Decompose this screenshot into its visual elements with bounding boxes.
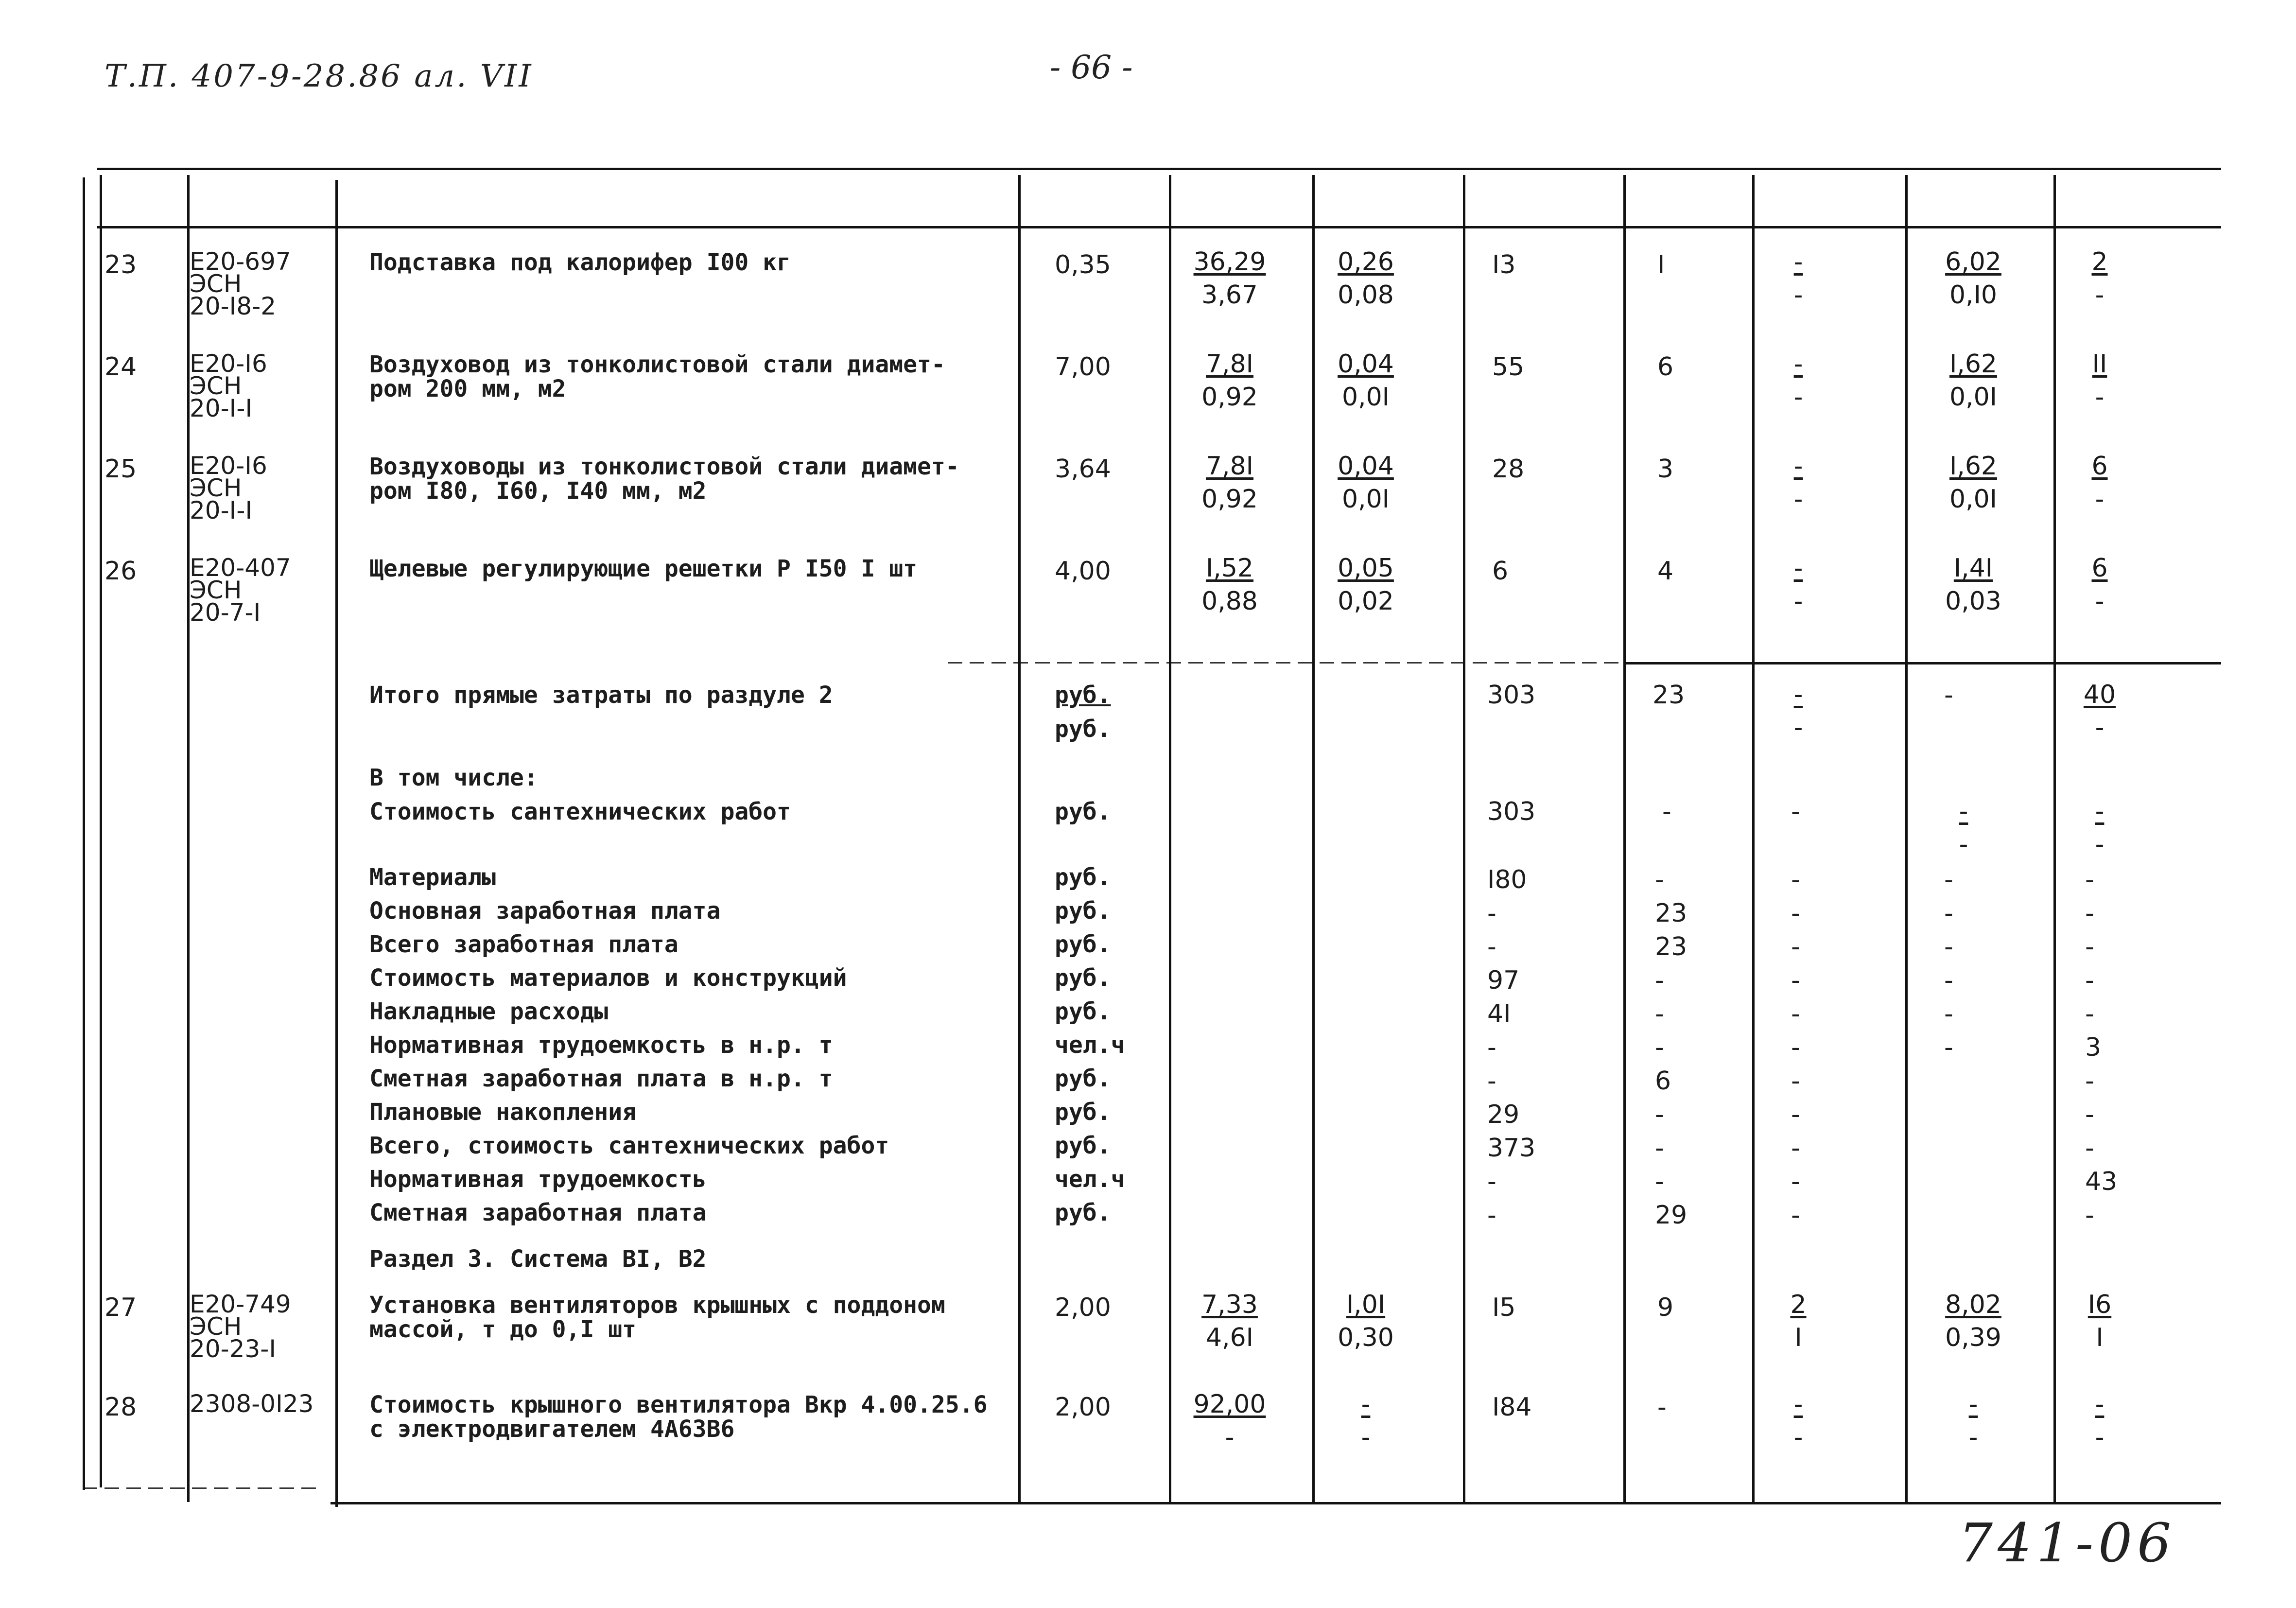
breakdown-label: Нормативная трудоемкость в н.р. т [369, 1031, 833, 1059]
sanitary-works-wage: - [1662, 797, 1671, 826]
row-number: 23 [104, 250, 137, 280]
breakdown-labor: - [2085, 865, 2094, 894]
breakdown-machine: - [1791, 899, 1800, 928]
row-machine-cost-numerator: - [1793, 247, 1803, 277]
sanitary-works-cost: 303 [1487, 797, 1536, 826]
row-labor-unit-numerator: - [1968, 1390, 1978, 1419]
header-bottom-rule [97, 226, 2221, 228]
row-machine-cost [1769, 1388, 1827, 1454]
row-machine-cost-numerator: - [1793, 1390, 1803, 1419]
row-labor-unit [1925, 1288, 2022, 1354]
row-wage-cost-denominator: 0,08 [1338, 280, 1394, 310]
sanitary-works-labor [2070, 795, 2129, 861]
breakdown-labor: 3 [2085, 1033, 2102, 1062]
breakdown-label: Сметная заработная плата [369, 1199, 707, 1226]
row-labor-unit-denominator: - [1968, 1423, 1978, 1452]
breakdown-labor: - [2085, 999, 2094, 1029]
row-wage-cost-denominator: 0,0I [1341, 485, 1390, 514]
totals-machine-denominator: - [1793, 713, 1803, 742]
row-machine-cost-denominator: - [1793, 280, 1803, 310]
breakdown-unit: руб. [1055, 864, 1111, 891]
breakdown-wage: - [1655, 1134, 1664, 1163]
column-divider-9 [1752, 175, 1755, 1502]
row-labor-unit [1925, 1388, 2022, 1454]
row-labor-total-numerator: II [2092, 350, 2107, 379]
row-wage-cost [1317, 552, 1414, 618]
sanitary-works-labor-denominator: - [2095, 830, 2105, 859]
row-code: Е20-I6 ЭСН 20-I-I [190, 452, 267, 524]
row-wage-cost-numerator: 0,04 [1338, 350, 1394, 379]
breakdown-label: Сметная заработная плата в н.р. т [369, 1065, 833, 1092]
breakdown-cost: - [1487, 899, 1496, 928]
column-divider-11 [2053, 175, 2056, 1502]
row-number: 27 [104, 1293, 137, 1322]
totals-unit-bottom: руб. [1055, 716, 1111, 743]
column-divider-3 [335, 180, 338, 1507]
row-labor-total-denominator: - [2095, 587, 2105, 616]
row-labor-total [2066, 450, 2134, 516]
breakdown-cost: I80 [1487, 865, 1527, 894]
column-divider-4 [1018, 175, 1021, 1502]
row-unit-cost-numerator: 36,29 [1193, 247, 1266, 277]
row-unit-cost [1181, 1388, 1278, 1454]
breakdown-unit: руб. [1055, 897, 1111, 925]
row-labor-unit [1925, 348, 2022, 414]
breakdown-wage: 23 [1655, 932, 1687, 961]
row-unit-cost-numerator: 7,33 [1201, 1290, 1258, 1319]
row-description: Воздуховоды из тонколистовой стали диамет- ром I80, I60, I40 мм, м2 [369, 453, 959, 505]
breakdown-cost: 29 [1487, 1100, 1520, 1129]
row-unit-cost-denominator: - [1225, 1423, 1235, 1452]
row-wage-total: - [1657, 1393, 1667, 1422]
row-wage-cost-numerator: 0,04 [1338, 452, 1394, 481]
breakdown-machine: - [1791, 1134, 1800, 1163]
breakdown-label: Плановые накопления [369, 1099, 637, 1126]
row-unit-cost [1181, 245, 1278, 312]
row-unit-cost [1181, 1288, 1278, 1354]
archive-stamp: 741-06 [1959, 1512, 2176, 1574]
breakdown-unit: руб. [1055, 931, 1111, 958]
breakdown-label: Всего заработная плата [369, 931, 678, 958]
row-labor-unit-denominator: 0,I0 [1949, 280, 1998, 310]
row-labor-total [2066, 245, 2134, 312]
row-labor-total-denominator: I [2096, 1323, 2104, 1352]
row-labor-total-numerator: - [2095, 1390, 2105, 1419]
row-labor-total-numerator: 6 [2091, 554, 2108, 583]
row-labor-unit-numerator: 8,02 [1945, 1290, 2001, 1319]
row-labor-total-denominator: - [2095, 383, 2105, 412]
left-border [83, 177, 85, 1490]
section-3-title: Раздел 3. Система BI, B2 [369, 1245, 707, 1273]
row-labor-total [2066, 1288, 2134, 1354]
breakdown-label: Накладные расходы [369, 998, 609, 1025]
row-machine-cost-denominator: - [1793, 1423, 1803, 1452]
row-quantity: 3,64 [1055, 454, 1111, 484]
sanitary-works-machine: - [1791, 797, 1800, 826]
totals-wage: 23 [1652, 681, 1685, 710]
row-labor-total-numerator: 2 [2091, 247, 2108, 277]
row-code: 2308-0I23 [190, 1390, 314, 1418]
row-labor-total-numerator: I6 [2087, 1290, 2112, 1319]
breakdown-cost: 4I [1487, 999, 1511, 1029]
sanitary-works-labor-unit-denominator: - [1959, 830, 1968, 859]
breakdown-cost: - [1487, 1167, 1496, 1196]
row-machine-cost [1769, 552, 1827, 618]
row-unit-cost-numerator: 7,8I [1205, 452, 1254, 481]
row-description: Воздуховод из тонколистовой стали диамет- ром 200 мм, м2 [369, 351, 945, 402]
breakdown-labor-unit: - [1944, 899, 1953, 928]
row-quantity: 4,00 [1055, 557, 1111, 586]
sanitary-works-labor-unit-numerator: - [1959, 797, 1968, 826]
breakdown-wage: - [1655, 999, 1664, 1029]
row-wage-cost [1317, 245, 1414, 312]
sanitary-works-labor-unit [1934, 795, 1993, 861]
breakdown-wage: - [1655, 1033, 1664, 1062]
row-wage-total: 6 [1657, 352, 1674, 382]
column-divider-6 [1312, 175, 1315, 1502]
row-machine-cost [1769, 1288, 1827, 1354]
row-number: 25 [104, 454, 137, 484]
row-description: Стоимость крышного вентилятора Вкр 4.00.25.6 с электродвигателем 4А63В6 [369, 1391, 988, 1443]
row-machine-cost [1769, 450, 1827, 516]
row-labor-unit [1925, 450, 2022, 516]
breakdown-wage: - [1655, 1100, 1664, 1129]
totals-cost: 303 [1487, 681, 1536, 710]
row-labor-unit-numerator: 6,02 [1945, 247, 2001, 277]
row-description: Установка вентиляторов крышных с поддоном массой, т до 0,I шт [369, 1292, 945, 1343]
breakdown-label: Стоимость материалов и конструкций [369, 964, 847, 992]
row-labor-total-denominator: - [2095, 280, 2105, 310]
column-divider-10 [1905, 175, 1908, 1502]
breakdown-machine: - [1791, 999, 1800, 1029]
row-code: Е20-I6 ЭСН 20-I-I [190, 350, 267, 422]
row-total-cost: 6 [1492, 557, 1509, 586]
breakdown-label: Всего, стоимость сантехнических работ [369, 1132, 889, 1159]
breakdown-wage: - [1655, 865, 1664, 894]
row-total-cost: I84 [1492, 1393, 1532, 1422]
row-quantity: 2,00 [1055, 1293, 1111, 1322]
row-wage-cost [1317, 450, 1414, 516]
row-wage-cost-denominator: 0,02 [1338, 587, 1394, 616]
breakdown-wage: 6 [1655, 1066, 1671, 1096]
totals-unit-top: руб. [1055, 682, 1111, 709]
breakdown-cost: 373 [1487, 1134, 1536, 1163]
breakdown-labor: - [2085, 1134, 2094, 1163]
breakdown-cost: 97 [1487, 966, 1520, 995]
row-wage-total: 4 [1657, 557, 1674, 586]
row-number: 26 [104, 557, 137, 586]
breakdown-unit: руб. [1055, 1199, 1111, 1226]
breakdown-label: Материалы [369, 864, 496, 891]
row-labor-unit-numerator: I,62 [1949, 452, 1998, 481]
row-wage-cost-denominator: 0,30 [1338, 1323, 1394, 1352]
breakdown-labor-unit: - [1944, 865, 1953, 894]
breakdown-wage: - [1655, 966, 1664, 995]
row-wage-cost-denominator: - [1361, 1423, 1371, 1452]
breakdown-labor: 43 [2085, 1167, 2118, 1196]
row-labor-unit-denominator: 0,39 [1945, 1323, 2001, 1352]
row-unit-cost-denominator: 0,92 [1201, 383, 1258, 412]
row-unit-cost-numerator: 7,8I [1205, 350, 1254, 379]
row-unit-cost-numerator: 92,00 [1193, 1390, 1266, 1419]
breakdown-machine: - [1791, 1066, 1800, 1096]
column-divider-7 [1463, 175, 1465, 1502]
row-description: Подставка под калорифер I00 кг [369, 249, 791, 276]
row-quantity: 7,00 [1055, 352, 1111, 382]
row-machine-cost-numerator: - [1793, 350, 1803, 379]
row-machine-cost-denominator: - [1793, 383, 1803, 412]
row-machine-cost-numerator: - [1793, 554, 1803, 583]
row-labor-total [2066, 552, 2134, 618]
row-labor-unit-numerator: I,4I [1953, 554, 1993, 583]
breakdown-unit: руб. [1055, 1065, 1111, 1092]
breakdown-labor-unit: - [1944, 1033, 1953, 1062]
row-wage-total: 3 [1657, 454, 1674, 484]
row-code: Е20-697 ЭСН 20-I8-2 [190, 247, 291, 320]
breakdown-unit: руб. [1055, 998, 1111, 1025]
breakdown-labor: - [2085, 1066, 2094, 1096]
row-machine-cost-denominator: - [1793, 587, 1803, 616]
breakdown-labor: - [2085, 1201, 2094, 1230]
totals-machine-numerator: - [1793, 680, 1803, 709]
breakdown-unit: чел.ч [1055, 1031, 1125, 1059]
column-divider-1 [100, 175, 102, 1487]
row-total-cost: 55 [1492, 352, 1525, 382]
row-labor-total-denominator: - [2095, 485, 2105, 514]
row-number: 28 [104, 1393, 137, 1422]
row-labor-unit [1925, 552, 2022, 618]
breakdown-cost: - [1487, 932, 1496, 961]
breakdown-unit: руб. [1055, 1132, 1111, 1159]
row-total-cost: 28 [1492, 454, 1525, 484]
row-machine-cost [1769, 348, 1827, 414]
totals-labor-numerator: 40 [2083, 680, 2116, 709]
row-number: 24 [104, 352, 137, 382]
row-wage-cost-numerator: I,0I [1346, 1290, 1386, 1319]
row-labor-unit-denominator: 0,03 [1945, 587, 2001, 616]
breakdown-wage: 29 [1655, 1201, 1687, 1230]
totals-labor-unit: - [1944, 681, 1953, 710]
document-reference: Т.П. 407-9-28.86 ал. VII [104, 58, 533, 94]
row-wage-total: 9 [1657, 1293, 1674, 1322]
totals-labor-denominator: - [2095, 713, 2105, 742]
breakdown-machine: - [1791, 1167, 1800, 1196]
row-code: Е20-407 ЭСН 20-7-I [190, 554, 291, 627]
row-labor-unit [1925, 245, 2022, 312]
breakdown-labor: - [2085, 932, 2094, 961]
table-bottom-rule [330, 1502, 2221, 1504]
breakdown-machine: - [1791, 865, 1800, 894]
including-label: В том числе: [369, 764, 538, 791]
column-divider-8 [1623, 175, 1626, 1502]
row-labor-total-denominator: - [2095, 1423, 2105, 1452]
row-wage-cost [1317, 1388, 1414, 1454]
row-wage-total: I [1657, 250, 1665, 280]
breakdown-unit: руб. [1055, 964, 1111, 992]
totals-labor [2066, 678, 2134, 744]
row-code: Е20-749 ЭСН 20-23-I [190, 1290, 291, 1363]
breakdown-machine: - [1791, 1100, 1800, 1129]
breakdown-labor-unit: - [1944, 932, 1953, 961]
totals-machine [1769, 678, 1827, 744]
breakdown-wage: - [1655, 1167, 1664, 1196]
row-machine-cost [1769, 245, 1827, 312]
breakdown-unit: чел.ч [1055, 1166, 1125, 1193]
row-unit-cost-denominator: 3,67 [1201, 280, 1258, 310]
page-number: - 66 - [1050, 49, 1133, 86]
totals-title: Итого прямые затраты по раздуле 2 [369, 682, 833, 709]
breakdown-labor: - [2085, 899, 2094, 928]
row-wage-cost-denominator: 0,0I [1341, 383, 1390, 412]
row-quantity: 0,35 [1055, 250, 1111, 280]
row-labor-total [2066, 1388, 2134, 1454]
breakdown-machine: - [1791, 966, 1800, 995]
row-quantity: 2,00 [1055, 1393, 1111, 1422]
breakdown-label: Нормативная трудоемкость [369, 1166, 707, 1193]
sanitary-works-labor-numerator: - [2095, 797, 2105, 826]
row-labor-total-numerator: 6 [2091, 452, 2108, 481]
breakdown-wage: 23 [1655, 899, 1687, 928]
row-unit-cost [1181, 450, 1278, 516]
breakdown-labor: - [2085, 966, 2094, 995]
row-machine-cost-numerator: 2 [1790, 1290, 1807, 1319]
breakdown-labor-unit: - [1944, 999, 1953, 1029]
row-labor-unit-denominator: 0,0I [1949, 485, 1998, 514]
row-unit-cost [1181, 552, 1278, 618]
breakdown-cost: - [1487, 1201, 1496, 1230]
row-machine-cost-denominator: - [1793, 485, 1803, 514]
bottom-left-rule [83, 1487, 316, 1489]
breakdown-cost: - [1487, 1033, 1496, 1062]
row-unit-cost-denominator: 0,92 [1201, 485, 1258, 514]
row-machine-cost-numerator: - [1793, 452, 1803, 481]
row-unit-cost-denominator: 4,6I [1205, 1323, 1254, 1352]
breakdown-labor-unit: - [1944, 966, 1953, 995]
row-labor-unit-denominator: 0,0I [1949, 383, 1998, 412]
row-unit-cost-numerator: I,52 [1205, 554, 1254, 583]
breakdown-machine: - [1791, 932, 1800, 961]
row-total-cost: I3 [1492, 250, 1516, 280]
sanitary-works-unit: руб. [1055, 798, 1111, 825]
row-unit-cost [1181, 348, 1278, 414]
row-total-cost: I5 [1492, 1293, 1516, 1322]
row-description: Щелевые регулирующие решетки Р I50 I шт [369, 555, 918, 582]
table-top-rule [97, 168, 2221, 170]
row-labor-total [2066, 348, 2134, 414]
row-wage-cost-numerator: 0,05 [1338, 554, 1394, 583]
row-unit-cost-denominator: 0,88 [1201, 587, 1258, 616]
totals-rule [1623, 662, 2221, 664]
breakdown-unit: руб. [1055, 1099, 1111, 1126]
breakdown-label: Основная заработная плата [369, 897, 721, 925]
row-wage-cost [1317, 348, 1414, 414]
breakdown-labor: - [2085, 1100, 2094, 1129]
sanitary-works-label: Стоимость сантехнических работ [369, 798, 791, 825]
breakdown-cost: - [1487, 1066, 1496, 1096]
row-wage-cost-numerator: - [1361, 1390, 1371, 1419]
row-machine-cost-denominator: I [1794, 1323, 1802, 1352]
breakdown-machine: - [1791, 1033, 1800, 1062]
section-divider [948, 662, 1628, 664]
row-labor-unit-numerator: I,62 [1949, 350, 1998, 379]
row-wage-cost [1317, 1288, 1414, 1354]
row-wage-cost-numerator: 0,26 [1338, 247, 1394, 277]
breakdown-machine: - [1791, 1201, 1800, 1230]
column-divider-5 [1169, 175, 1171, 1502]
